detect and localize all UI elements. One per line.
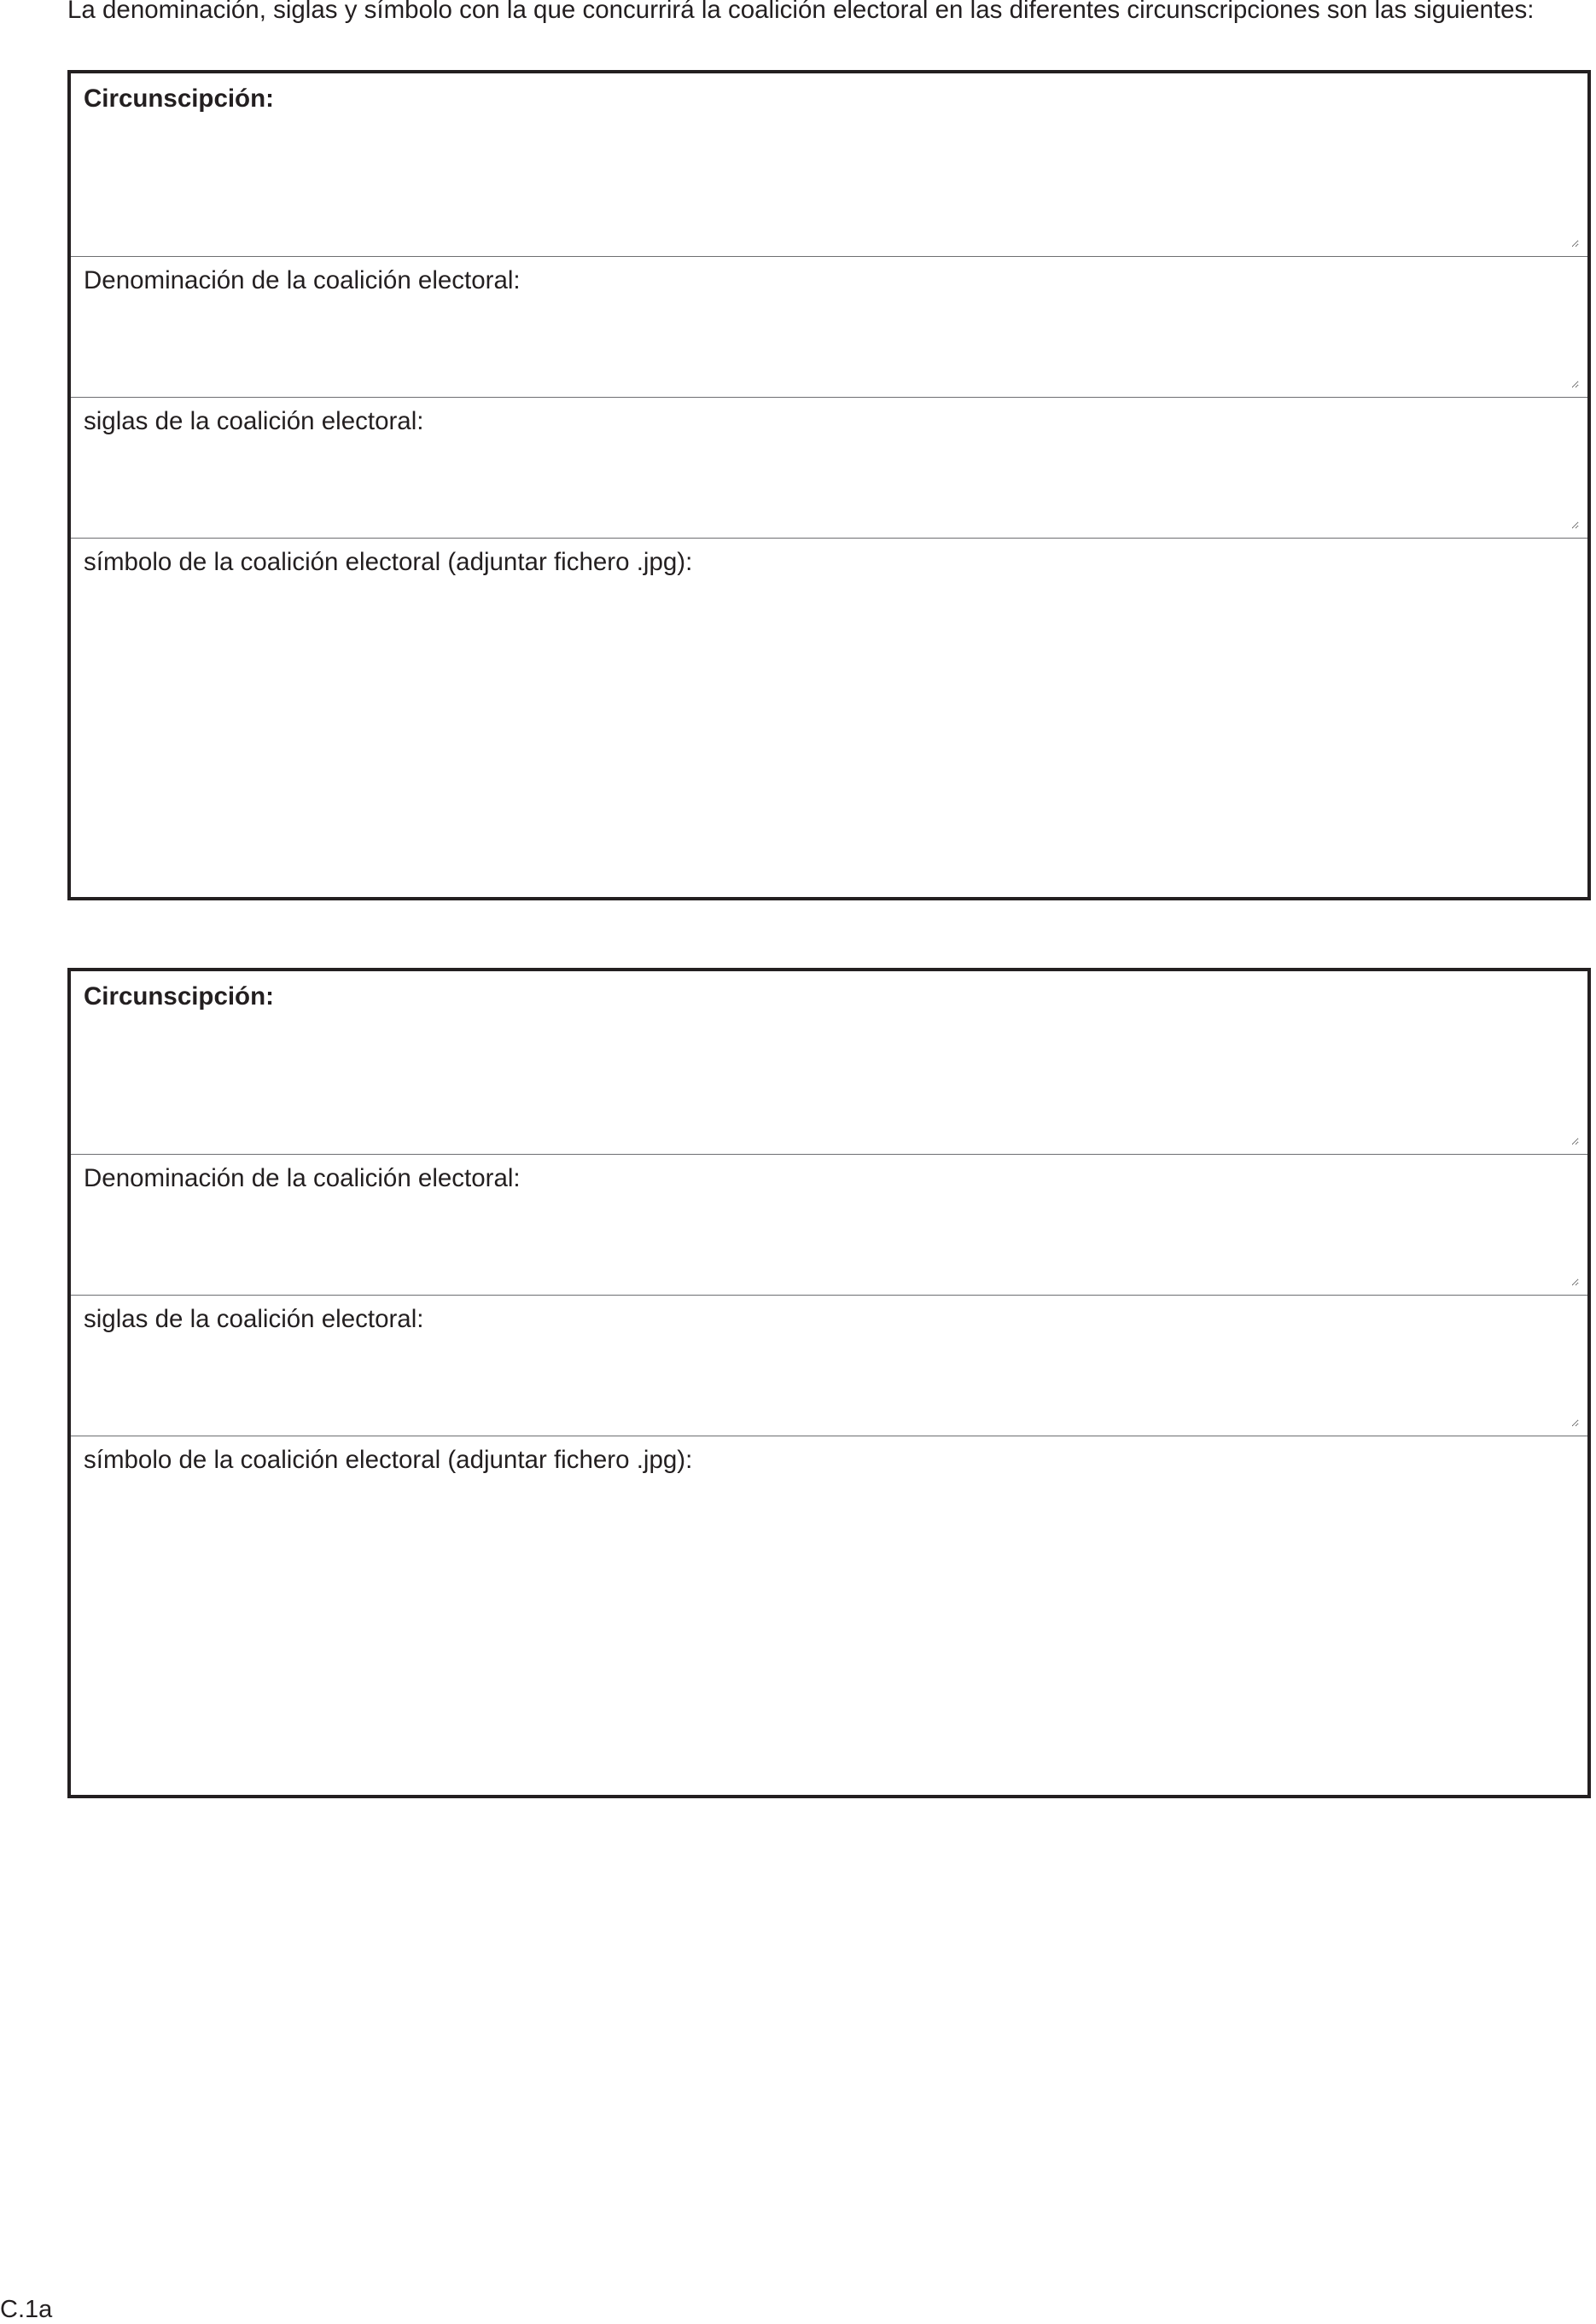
simbolo-row xyxy=(71,1436,1587,1795)
denominacion-field[interactable] xyxy=(79,1199,1579,1286)
circunscripcion-row xyxy=(71,73,1587,256)
denominacion-row xyxy=(71,256,1587,397)
denominacion-label: Denominación de la coalición electoral: xyxy=(84,1164,521,1192)
denominacion-field[interactable] xyxy=(79,301,1579,388)
denominacion-row xyxy=(71,1154,1587,1295)
circunscripcion-field[interactable] xyxy=(79,1016,1579,1145)
siglas-label: siglas de la coalición electoral: xyxy=(84,407,424,435)
denominacion-label: Denominación de la coalición electoral: xyxy=(84,266,521,294)
intro-text: La denominación, siglas y símbolo con la que concurrirá la coalición electoral en las diferentes circunscripciones son las siguientes: xyxy=(67,0,1535,24)
siglas-label: siglas de la coalición electoral: xyxy=(84,1305,424,1333)
siglas-row xyxy=(71,397,1587,538)
simbolo-row xyxy=(71,538,1587,897)
simbolo-label: símbolo de la coalición electoral (adjuntar fichero .jpg): xyxy=(84,1446,693,1474)
coalition-form-1 xyxy=(67,70,1591,900)
form-code: C.1a xyxy=(0,2296,53,2323)
simbolo-upload-area[interactable] xyxy=(79,1481,1579,1786)
circunscripcion-label: Circunscipción: xyxy=(84,982,274,1011)
siglas-field[interactable] xyxy=(79,1340,1579,1427)
siglas-row xyxy=(71,1295,1587,1436)
circunscripcion-field[interactable] xyxy=(79,118,1579,248)
simbolo-label: símbolo de la coalición electoral (adjuntar fichero .jpg): xyxy=(84,548,693,576)
circunscripcion-label: Circunscipción: xyxy=(84,84,274,113)
coalition-form-2 xyxy=(67,968,1591,1798)
simbolo-upload-area[interactable] xyxy=(79,583,1579,888)
siglas-field[interactable] xyxy=(79,442,1579,529)
circunscripcion-row xyxy=(71,971,1587,1154)
